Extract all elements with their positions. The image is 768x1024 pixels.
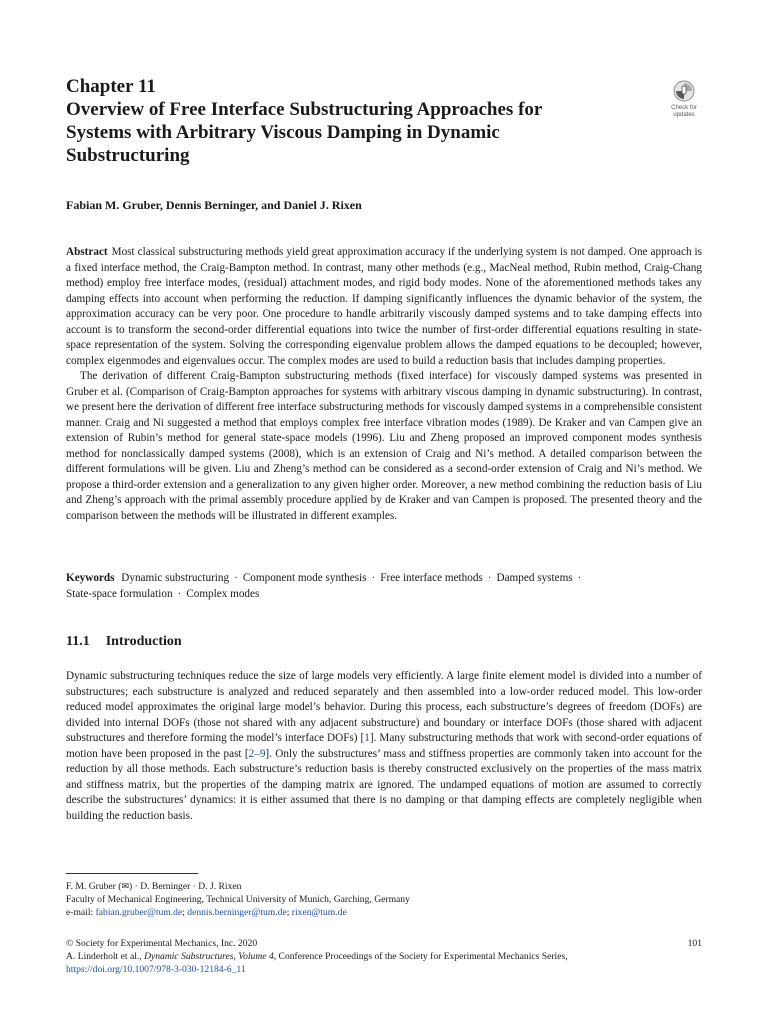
section-heading bbox=[66, 633, 182, 650]
citation-link[interactable]: 1 bbox=[364, 732, 370, 744]
citation-series: , Conference Proceedings of the Society for Experimental Mechanics Series, bbox=[273, 951, 568, 962]
page-number: 101 bbox=[687, 938, 702, 949]
section-title: Introduction bbox=[105, 634, 182, 649]
badge-label-line1: Check for bbox=[671, 105, 697, 111]
abstract-label: Abstract bbox=[66, 246, 108, 258]
email-separator: ; bbox=[286, 907, 292, 918]
footnote-divider bbox=[66, 873, 198, 874]
keyword-separator: · bbox=[371, 572, 376, 584]
chapter-title bbox=[66, 98, 626, 167]
citation-authors: A. Linderholt et al., bbox=[66, 951, 145, 962]
abstract bbox=[66, 245, 702, 524]
intro-text: ]. Only the substructures’ mass and stiffness properties are commonly taken into account for the reduction by all those methods. Each substructure’s reduction basis is thereby constructed exclusively on the properties of the mass matrix and stiffness matrix, but the properties of the damping matrix are ignored. The undamped equations of motion are assumed to correctly describe the substructures’ dynamics: it is either assumed that there is no damping or that damping effects are completely negligible when building the reduction basis. bbox=[66, 747, 702, 822]
email-link[interactable]: fabian.gruber@tum.de bbox=[95, 907, 183, 918]
check-for-updates-icon bbox=[673, 80, 695, 104]
keyword-separator: · bbox=[487, 572, 492, 584]
intro-text: ]. Many substructuring methods that work with second-order equations of motion have been proposed in the past [ bbox=[66, 732, 702, 760]
email-link[interactable]: dennis.berninger@tum.de bbox=[187, 907, 287, 918]
keyword: State-space formulation bbox=[66, 587, 173, 600]
footnote-author-text: F. M. Gruber ( bbox=[66, 881, 122, 892]
keywords bbox=[66, 571, 702, 602]
chapter-title-line: Systems with Arbitrary Viscous Damping in Dynamic bbox=[66, 122, 500, 143]
email-link[interactable]: rixen@tum.de bbox=[291, 907, 347, 918]
keyword: Complex modes bbox=[186, 587, 260, 600]
intro-text: Dynamic substructuring techniques reduce the size of large models very efficiently. A large finite element model is divided into a number of substructures; each substructure is analyzed and reduced separately and then assembled into a low-order reduced model. This low-order reduced model approximates the original large model’s behavior. During this process, each substructure’s degrees of freedom (DOFs) are divided into internal DOFs (those not shared with any adjacent substructure) and boundary or interface DOFs (those shared with adjacent substructures and therefore forming the model’s interface DOFs) [ bbox=[66, 670, 702, 744]
introduction-paragraph bbox=[66, 669, 702, 824]
chapter-title-line: Substructuring bbox=[66, 145, 190, 166]
keyword: Dynamic substructuring bbox=[121, 572, 230, 584]
footnote-affiliation: Faculty of Mechanical Engineering, Technical University of Munich, Garching, Germany bbox=[66, 894, 410, 905]
section-number: 11.1 bbox=[66, 634, 90, 649]
footnote-emails bbox=[66, 906, 702, 919]
abstract-paragraph bbox=[66, 245, 702, 369]
check-for-updates-badge[interactable] bbox=[664, 80, 704, 124]
keyword: Free interface methods bbox=[380, 572, 483, 584]
chapter-title-line: Overview of Free Interface Substructuring Approaches for bbox=[66, 99, 543, 120]
citation-book-title: Dynamic Substructures, Volume 4 bbox=[144, 951, 274, 962]
author-footnote bbox=[66, 880, 702, 919]
copyright: © Society for Experimental Mechanics, Inc. 2020 bbox=[66, 938, 258, 949]
footnote-author-text: ) · D. Berninger · D. J. Rixen bbox=[129, 881, 242, 892]
keyword-separator: · bbox=[577, 572, 582, 584]
page-footer bbox=[66, 937, 702, 976]
citation bbox=[66, 950, 702, 963]
email-label: e-mail: bbox=[66, 907, 96, 918]
keyword: Damped systems bbox=[496, 572, 573, 584]
author-list: Fabian M. Gruber, Dennis Berninger, and Daniel J. Rixen bbox=[66, 198, 362, 212]
citation-link[interactable]: 2–9 bbox=[248, 747, 266, 760]
keyword-separator: · bbox=[234, 572, 238, 584]
doi-link[interactable]: https://doi.org/10.1007/978-3-030-12184-6_11 bbox=[66, 964, 246, 975]
envelope-icon: ✉ bbox=[121, 881, 130, 891]
keywords-label: Keywords bbox=[66, 572, 115, 584]
keyword: Component mode synthesis bbox=[242, 572, 367, 584]
chapter-label: Chapter 11 bbox=[66, 76, 156, 97]
abstract-text: Most classical substructuring methods yield great approximation accuracy if the underlying system is not damped. One approach is a fixed interface method, the Craig-Bampton method. In contrast, many other methods (e.g., MacNeal method, Rubin method, Craig-Chang method) employ free interface modes, (residual) attachment modes, and rigid body modes. None of the aforementioned methods takes any damping effects into account when performing the reduction. If damping significantly influences the dynamic behavior of the system, the approximation accuracy can be very poor. One procedure to handle arbitrarily viscously damped systems and to take damping effects into account is to transform the second-order differential equations into twice the number of first-order differential equations resulting in state-space representation of the system. Solving the corresponding eigenvalue problem allows the damped equations to be decoupled; however, complex eigenmodes and eigenvalues occur. The complex modes are used to build a reduction basis that includes damping properties. bbox=[66, 246, 702, 367]
footnote-authors bbox=[66, 880, 702, 893]
email-separator: ; bbox=[182, 907, 188, 918]
keyword-separator: · bbox=[177, 587, 182, 600]
abstract-paragraph: The derivation of different Craig-Bampton substructuring methods (fixed interface) for viscously damped systems was presented in Gruber et al. (Comparison of Craig-Bampton approaches for systems with arbitrary viscous damping in dynamic substructuring). In contrast, we present here the derivation of different free interface substructuring methods for viscously damped systems in a comprehensible consistent manner. Craig and Ni suggested a method that employs complex free interface vibration modes (1989). De Kraker and van Campen give an extension of Rubin’s method for general state-space models (1996). Liu and Zheng proposed an improved component modes synthesis method for nonclassically damped systems (2008), which is an extension of Craig and Ni’s method. A detailed comparison between the different formulations will be given. Liu and Zheng’s method can be considered as a second-order extension of Craig and Ni’s method. We propose a third-order extension and a generalization to any given higher order. Moreover, a new method combining the reduction basis of Liu and Zheng’s approach with the primal assembly procedure applied by de Kraker and van Campen is proposed. The presented theory and the comparison between the methods will be illustrated in different examples. bbox=[66, 370, 702, 522]
badge-label-line2: updates bbox=[673, 112, 695, 118]
